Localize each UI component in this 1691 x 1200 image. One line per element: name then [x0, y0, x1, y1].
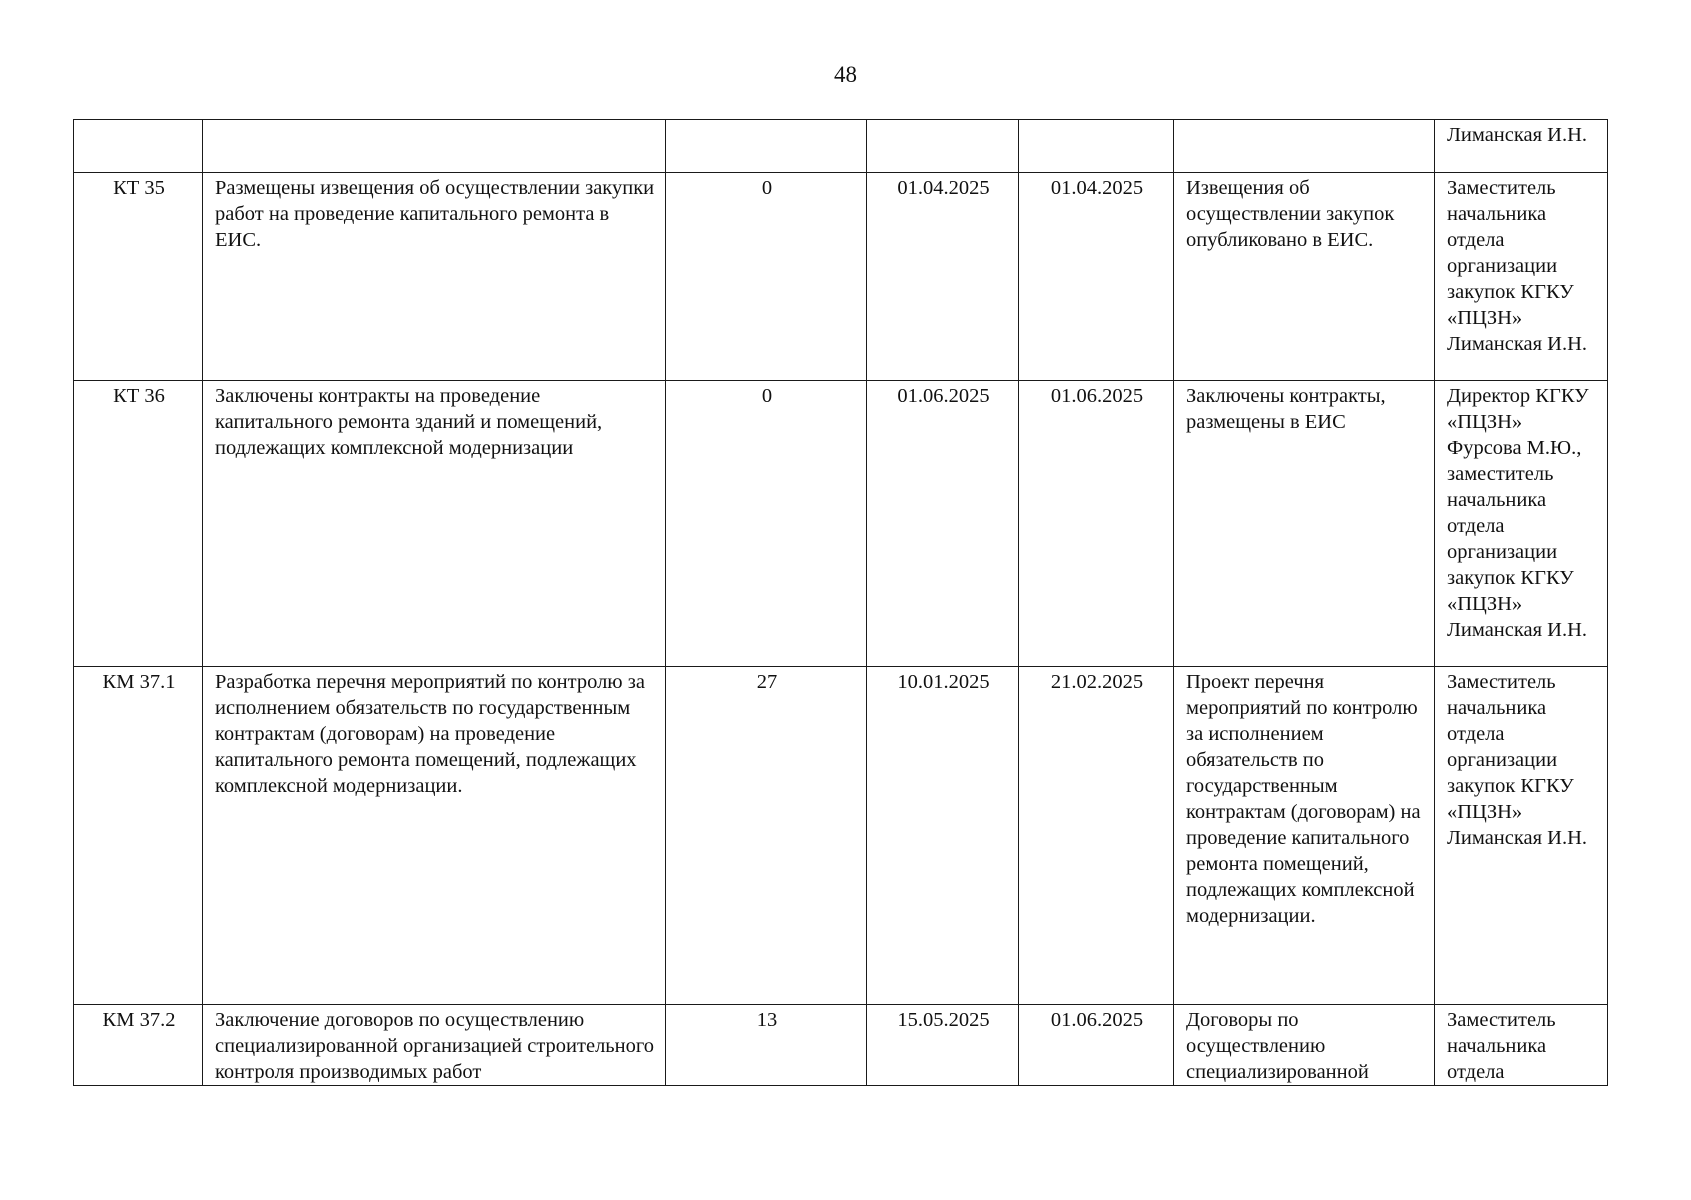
- row-end-date: [1019, 120, 1174, 173]
- row-result: Извещения об осуществлении закупок опубликовано в ЕИС.: [1174, 173, 1435, 381]
- row-result: Заключены контракты, размещены в ЕИС: [1174, 381, 1435, 667]
- row-code: КТ 35: [74, 173, 203, 381]
- row-event: Заключены контракты на проведение капитального ремонта зданий и помещений, подлежащих комплексной модернизации: [203, 381, 666, 667]
- row-code: [74, 120, 203, 173]
- row-value: 0: [666, 173, 867, 381]
- row-value: [666, 120, 867, 173]
- row-responsible: Лиманская И.Н.: [1435, 120, 1608, 173]
- row-responsible: Директор КГКУ «ПЦЗН» Фурсова М.Ю., заместитель начальника отдела организации закупок КГКУ «ПЦЗН» Лиманская И.Н.: [1435, 381, 1608, 667]
- row-start-date: 01.04.2025: [867, 173, 1019, 381]
- row-start-date: [867, 120, 1019, 173]
- row-code: КТ 36: [74, 381, 203, 667]
- table-row: [74, 173, 1608, 381]
- row-start-date: 15.05.2025: [867, 1005, 1019, 1086]
- row-responsible: Заместитель начальника отдела: [1435, 1005, 1608, 1086]
- row-event: [203, 120, 666, 173]
- table-row: [74, 667, 1608, 1005]
- table-row: [74, 381, 1608, 667]
- row-end-date: 21.02.2025: [1019, 667, 1174, 1005]
- row-event: Заключение договоров по осуществлению специализированной организацией строительного контроля производимых работ: [203, 1005, 666, 1086]
- row-result: Проект перечня мероприятий по контролю за исполнением обязательств по государственным контрактам (договорам) на проведение капитального ремонта помещений, подлежащих комплексной модернизации.: [1174, 667, 1435, 1005]
- row-event: Разработка перечня мероприятий по контролю за исполнением обязательств по государственным контрактам (договорам) на проведение капитального ремонта помещений, подлежащих комплексной модернизации.: [203, 667, 666, 1005]
- row-code: КМ 37.1: [74, 667, 203, 1005]
- row-end-date: 01.06.2025: [1019, 1005, 1174, 1086]
- row-code: КМ 37.2: [74, 1005, 203, 1086]
- row-end-date: 01.06.2025: [1019, 381, 1174, 667]
- row-start-date: 01.06.2025: [867, 381, 1019, 667]
- table-row: [74, 1005, 1608, 1086]
- page-number: 48: [834, 62, 857, 87]
- table-row: [74, 120, 1608, 173]
- row-result: [1174, 120, 1435, 173]
- row-value: 0: [666, 381, 867, 667]
- row-responsible: Заместитель начальника отдела организации закупок КГКУ «ПЦЗН» Лиманская И.Н.: [1435, 667, 1608, 1005]
- row-value: 13: [666, 1005, 867, 1086]
- row-start-date: 10.01.2025: [867, 667, 1019, 1005]
- row-end-date: 01.04.2025: [1019, 173, 1174, 381]
- row-value: 27: [666, 667, 867, 1005]
- schedule-table: [73, 119, 1608, 1086]
- row-responsible: Заместитель начальника отдела организации закупок КГКУ «ПЦЗН» Лиманская И.Н.: [1435, 173, 1608, 381]
- row-event: Размещены извещения об осуществлении закупки работ на проведение капитального ремонта в ЕИС.: [203, 173, 666, 381]
- row-result: Договоры по осуществлению специализированной: [1174, 1005, 1435, 1086]
